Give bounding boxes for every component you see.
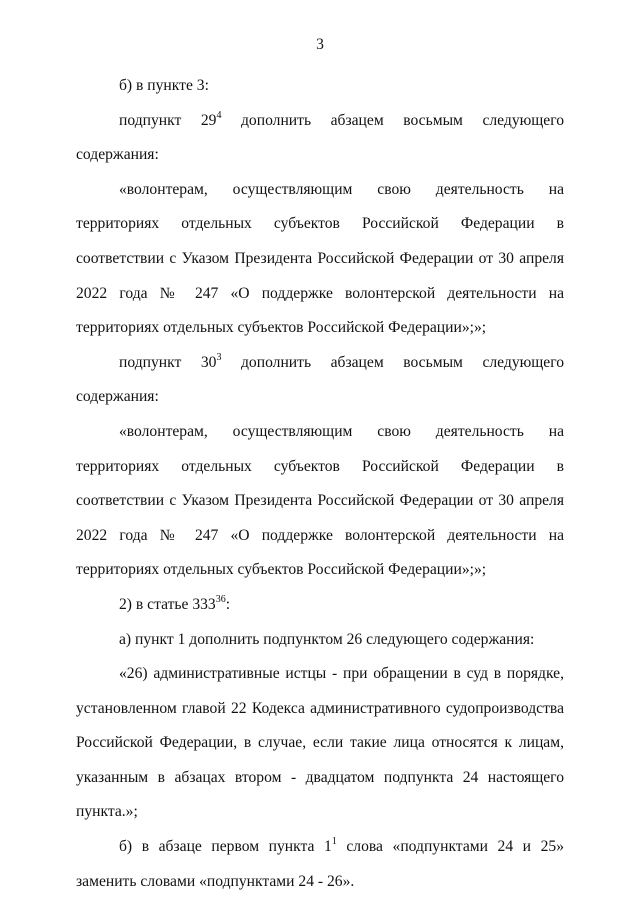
- paragraph-8: «26) административные истцы - при обращении в суд в порядке, установленном главой 22 Кодекса административного судопроизводства Российской Федерации, в случае, если такие лица относятся к лицам, указанным в абзацах втором - двадцатом подпункта 24 настоящего пункта.»;: [76, 665, 564, 821]
- superscript: 1: [331, 836, 337, 848]
- paragraph-1: б) в пункте 3:: [119, 77, 209, 94]
- superscript: 3: [216, 351, 222, 363]
- paragraph-9: б) в абзаце первом пункта $1^1$ слова «подпунктами 24 и 25» заменить словами «подпунктами 24 - 26».: [76, 836, 564, 890]
- paragraph-2: подпункт $29^4$ дополнить абзацем восьмым следующего содержания:: [76, 109, 565, 164]
- paragraph-3: «волонтерам, осуществляющим свою деятельность на территориях отдельных субъектов Российской Федерации в соответствии с Указом Президента Российской Федерации от 30 апреля 2022 года № 247 «О поддержке волонтерской деятельности на территориях отдельных субъектов Российской Федерации»;»;: [76, 180, 564, 337]
- superscript: 36: [215, 593, 226, 605]
- paragraph-6: 2) в статье $333^{36}$:: [119, 593, 231, 613]
- superscript: 4: [216, 109, 222, 121]
- document-body: [76, 69, 564, 899]
- page-number: 3: [316, 36, 324, 53]
- paragraph-5: «волонтерам, осуществляющим свою деятельность на территориях отдельных субъектов Российской Федерации в соответствии с Указом Президента Российской Федерации от 30 апреля 2022 года № 247 «О поддержке волонтерской деятельности на территориях отдельных субъектов Российской Федерации»;»;: [76, 422, 564, 579]
- paragraph-4: подпункт $30^3$ дополнить абзацем восьмым следующего содержания:: [76, 351, 565, 406]
- paragraph-7: а) пункт 1 дополнить подпунктом 26 следующего содержания:: [119, 630, 535, 648]
